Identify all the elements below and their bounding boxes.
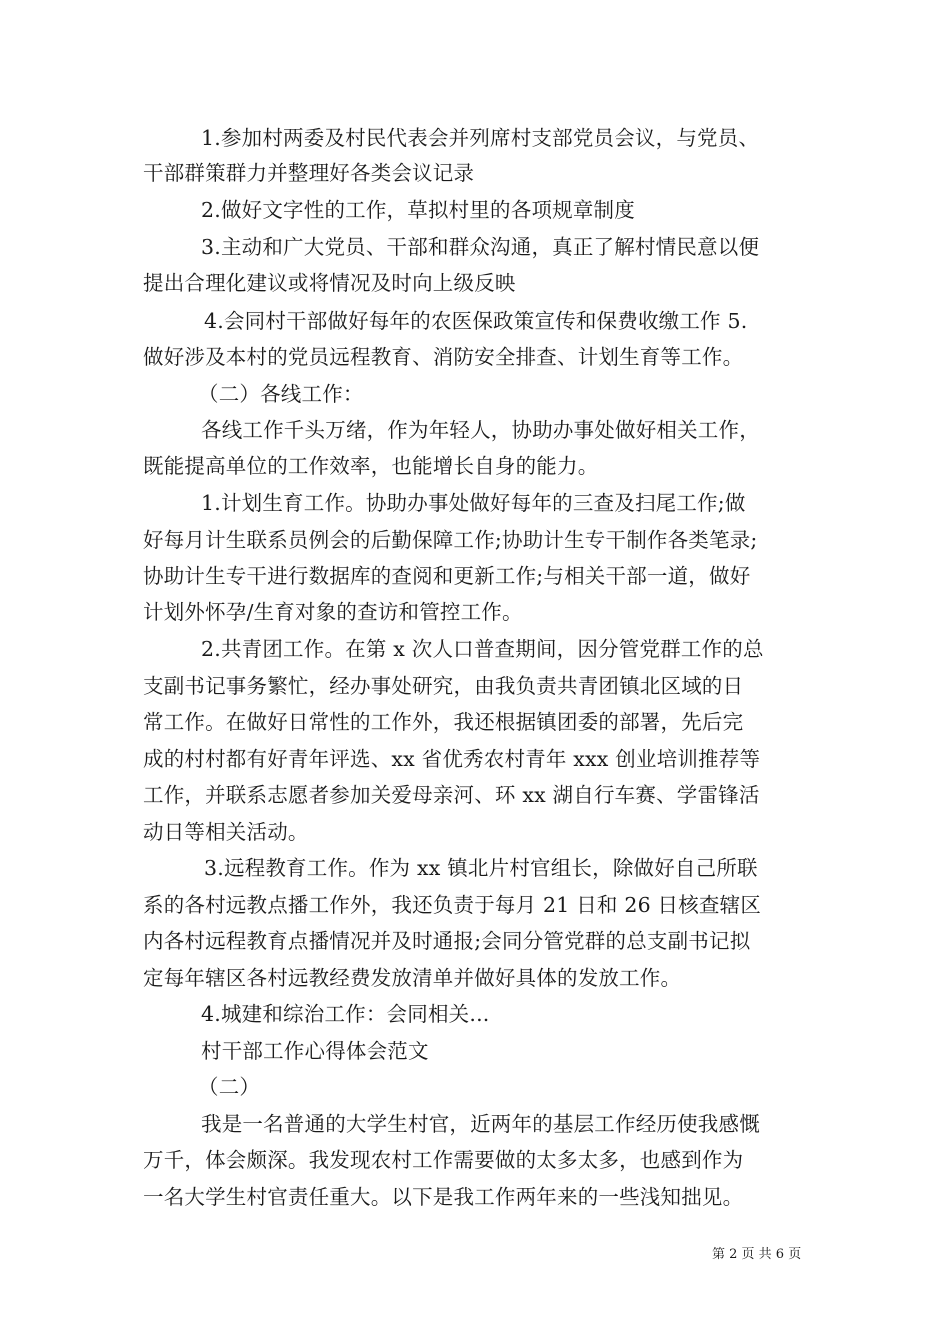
text-line: 既能提高单位的工作效率，也能增长自身的能力。 bbox=[143, 454, 599, 478]
text-line: 万千，体会颇深。我发现农村工作需要做的太多太多，也感到作为 bbox=[143, 1148, 744, 1172]
text-line: 1.参加村两委及村民代表会并列席村支部党员会议，与党员、 bbox=[201, 126, 760, 150]
text-line: 1.计划生育工作。协助办事处做好每年的三查及扫尾工作;做 bbox=[201, 491, 746, 515]
section-heading: （二）各线工作： bbox=[198, 382, 364, 406]
text-line: 我是一名普通的大学生村官，近两年的基层工作经历使我感慨 bbox=[201, 1112, 760, 1136]
text-line: 4.城建和综治工作：会同相关... bbox=[201, 1002, 490, 1026]
text-line: 一名大学生村官责任重大。以下是我工作两年来的一些浅知拙见。 bbox=[143, 1185, 744, 1209]
text-line: 成的村村都有好青年评选、xx 省优秀农村青年 xxx 创业培训推荐等 bbox=[143, 747, 761, 771]
text-line: 3.主动和广大党员、干部和群众沟通，真正了解村情民意以便 bbox=[201, 235, 760, 259]
text-line: 干部群策群力并整理好各类会议记录 bbox=[143, 161, 475, 185]
article-title: 村干部工作心得体会范文 bbox=[201, 1039, 429, 1063]
text-line: 系的各村远教点播工作外，我还负责于每月 21 日和 26 日核查辖区 bbox=[143, 893, 762, 917]
text-line: 好每月计生联系员例会的后勤保障工作;协助计生专干制作各类笔录; bbox=[143, 528, 758, 552]
text-line: 协助计生专干进行数据库的查阅和更新工作;与相关干部一道，做好 bbox=[143, 564, 751, 588]
text-line: 提出合理化建议或将情况及时向上级反映 bbox=[143, 271, 516, 295]
text-line: 动日等相关活动。 bbox=[143, 820, 309, 844]
text-line: 常工作。在做好日常性的工作外，我还根据镇团委的部署，先后完 bbox=[143, 710, 744, 734]
text-line: 做好涉及本村的党员远程教育、消防安全排查、计划生育等工作。 bbox=[143, 345, 744, 369]
text-line: 2.做好文字性的工作，草拟村里的各项规章制度 bbox=[201, 198, 635, 222]
page-number: 第 2 页 共 6 页 bbox=[712, 1247, 802, 1262]
text-line: 定每年辖区各村远教经费发放清单并做好具体的发放工作。 bbox=[143, 966, 682, 990]
text-line: 工作，并联系志愿者参加关爱母亲河、环 xx 湖自行车赛、学雷锋活 bbox=[143, 783, 760, 807]
text-line: 支副书记事务繁忙，经办事处研究，由我负责共青团镇北区域的日 bbox=[143, 674, 744, 698]
text-line: 3.远程教育工作。作为 xx 镇北片村官组长，除做好自己所联 bbox=[204, 856, 758, 880]
text-line: 内各村远程教育点播情况并及时通报;会同分管党群的总支副书记拟 bbox=[143, 929, 751, 953]
text-line: 计划外怀孕/生育对象的查访和管控工作。 bbox=[143, 600, 523, 624]
section-heading: （二） bbox=[198, 1075, 261, 1099]
text-line: 2.共青团工作。在第 x 次人口普查期间，因分管党群工作的总 bbox=[201, 637, 764, 661]
text-line: 4.会同村干部做好每年的农医保政策宣传和保费收缴工作 5. bbox=[204, 309, 748, 333]
text-line: 各线工作千头万绪，作为年轻人，协助办事处做好相关工作， bbox=[201, 418, 760, 442]
